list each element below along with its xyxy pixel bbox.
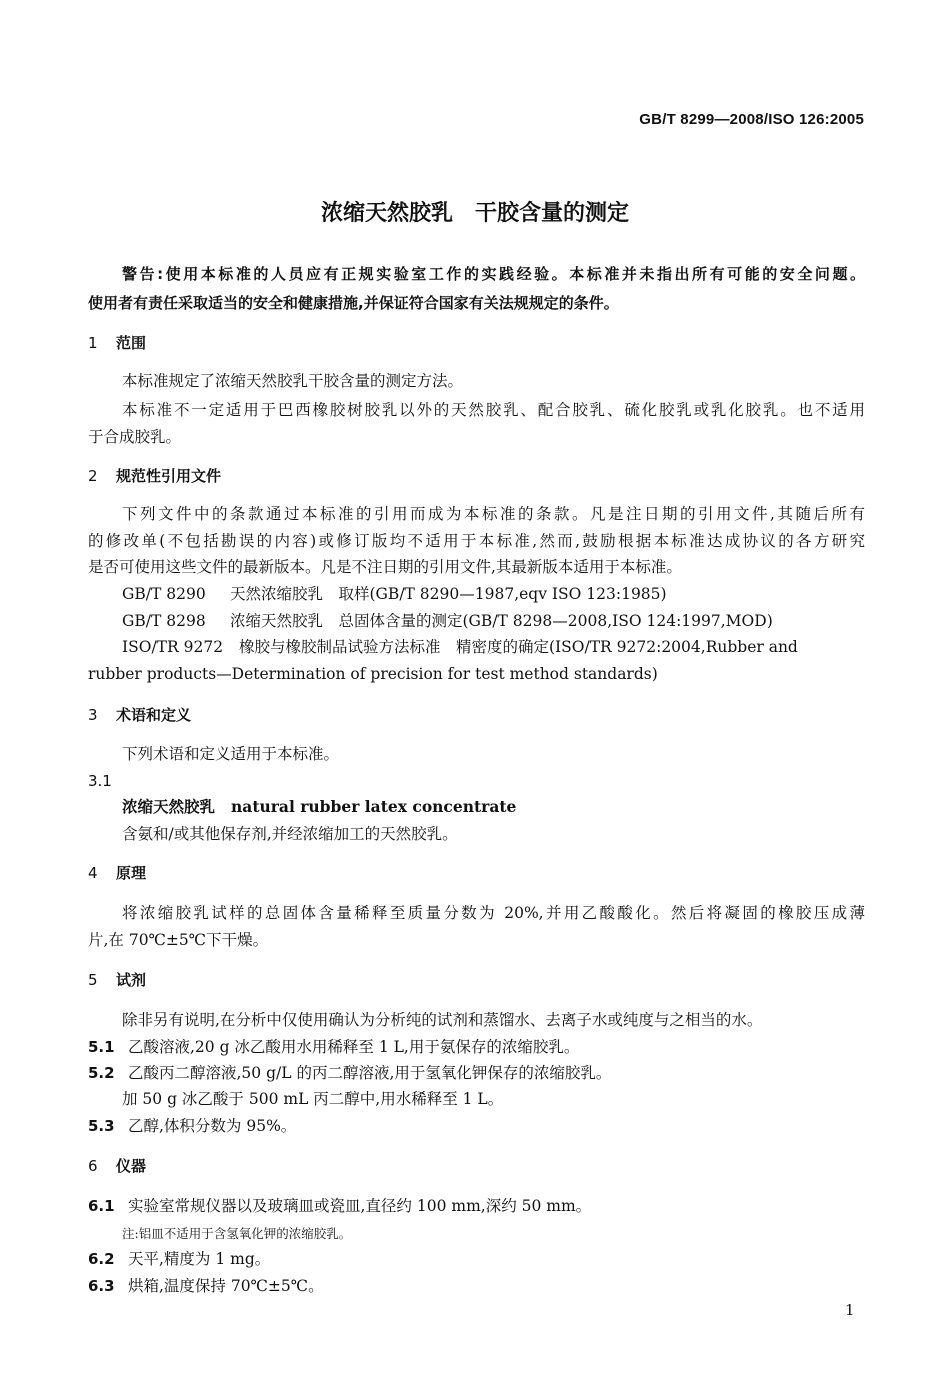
item-text: 实验室常规仪器以及玻璃皿或瓷皿,直径约 100 mm,深约 50 mm。 [128,1197,592,1215]
reference-gbt-8290 [122,584,865,604]
reagent-item-5-2 [88,1063,865,1083]
section-2-para-line-1: 下列文件中的条款通过本标准的引用而成为本标准的条款。凡是注日期的引用文件,其随后所有 [122,505,865,523]
reference-iso-tr-9272-cont: rubber products—Determination of precision for test method standards) [88,665,658,683]
term-number: 3.1 [88,772,112,790]
section-4-heading [88,863,865,883]
standard-number: GB/T 8299—2008/ISO 126:2005 [639,111,864,128]
section-title: 试剂 [116,971,147,989]
term-chinese: 浓缩天然胶乳 [122,798,216,816]
section-4-para-line-2: 片,在 70℃±5℃下干燥。 [88,931,269,949]
item-number: 5.2 [88,1064,115,1082]
section-number: 2 [88,467,98,485]
item-text: 乙醇,体积分数为 95%。 [128,1117,297,1135]
item-text: 乙酸溶液,20 g 冰乙酸用水用稀释至 1 L,用于氨保存的浓缩胶乳。 [128,1038,580,1056]
section-1-heading [88,333,865,353]
reference-code: GB/T 8290 [122,585,206,603]
reagent-item-5-2-cont: 加 50 g 冰乙酸于 500 mL 丙二醇中,用水稀释至 1 L。 [122,1090,504,1108]
apparatus-item-6-1 [88,1196,865,1216]
apparatus-item-6-2 [88,1249,865,1269]
reference-code: ISO/TR 9272 [122,638,224,656]
item-number: 5.3 [88,1117,115,1135]
section-number: 6 [88,1157,98,1175]
section-5-heading [88,970,865,990]
section-title: 原理 [116,864,147,882]
item-text: 天平,精度为 1 mg。 [128,1250,271,1268]
section-number: 4 [88,864,98,882]
item-number: 6.2 [88,1250,115,1268]
reference-gbt-8298 [122,611,865,631]
term-definition: 含氨和/或其他保存剂,并经浓缩加工的天然胶乳。 [122,825,458,843]
item-text: 乙酸丙二醇溶液,50 g/L 的丙二醇溶液,用于氢氧化钾保存的浓缩胶乳。 [128,1064,612,1082]
section-2-para-line-2: 的修改单(不包括勘误的内容)或修订版均不适用于本标准,然而,鼓励根据本标准达成协议的各方研究 [88,532,865,550]
reagent-item-5-1 [88,1037,865,1057]
section-number: 3 [88,706,98,724]
reference-iso-tr-9272 [122,637,865,657]
section-3-heading [88,705,865,725]
reference-title: 天然浓缩胶乳 取样(GB/T 8290—1987,eqv ISO 123:1985) [230,585,667,603]
section-6-heading [88,1156,865,1176]
section-title: 范围 [116,334,147,352]
warning-line-1: 警告:使用本标准的人员应有正规实验室工作的实践经验。本标准并未指出所有可能的安全问题。 [122,265,865,283]
document-title: 浓缩天然胶乳 干胶含量的测定 [320,201,629,226]
reference-code: GB/T 8298 [122,612,206,630]
reference-title: 浓缩天然胶乳 总固体含量的测定(GB/T 8298—2008,ISO 124:1997,MOD) [230,612,773,630]
term-english: natural rubber latex concentrate [231,797,517,816]
section-title: 术语和定义 [116,706,192,724]
item-number: 5.1 [88,1038,115,1056]
section-title: 规范性引用文件 [116,467,222,485]
item-number: 6.1 [88,1197,115,1215]
section-1-para-2: 本标准不一定适用于巴西橡胶树胶乳以外的天然胶乳、配合胶乳、硫化胶乳或乳化胶乳。也不适用 [122,401,865,419]
section-number: 5 [88,971,98,989]
section-3-para-1: 下列术语和定义适用于本标准。 [122,745,340,763]
reagent-item-5-3 [88,1116,865,1136]
section-number: 1 [88,334,98,352]
item-text: 烘箱,温度保持 70℃±5℃。 [128,1277,324,1295]
section-4-para-line-1: 将浓缩胶乳试样的总固体含量稀释至质量分数为 20%,并用乙酸酸化。然后将凝固的橡胶压成薄 [122,904,865,922]
apparatus-item-6-3 [88,1276,865,1296]
section-2-para-line-3: 是否可使用这些文件的最新版本。凡是不注日期的引用文件,其最新版本适用于本标准。 [88,558,682,576]
section-5-para-1: 除非另有说明,在分析中仅使用确认为分析纯的试剂和蒸馏水、去离子水或纯度与之相当的水。 [122,1011,763,1029]
section-title: 仪器 [116,1157,147,1175]
section-1-para-1: 本标准规定了浓缩天然胶乳干胶含量的测定方法。 [122,372,464,390]
term-entry [122,797,865,817]
apparatus-note: 注:铝皿不适用于含氢氧化钾的浓缩胶乳。 [122,1226,352,1241]
section-1-para-2-cont: 于合成胶乳。 [88,428,182,446]
page-number: 1 [845,1301,855,1319]
warning-line-2: 使用者有责任采取适当的安全和健康措施,并保证符合国家有关法规规定的条件。 [88,294,619,312]
item-number: 6.3 [88,1277,115,1295]
section-2-heading [88,466,865,486]
reference-title: 橡胶与橡胶制品试验方法标准 精密度的确定(ISO/TR 9272:2004,Rubber and [239,638,798,656]
